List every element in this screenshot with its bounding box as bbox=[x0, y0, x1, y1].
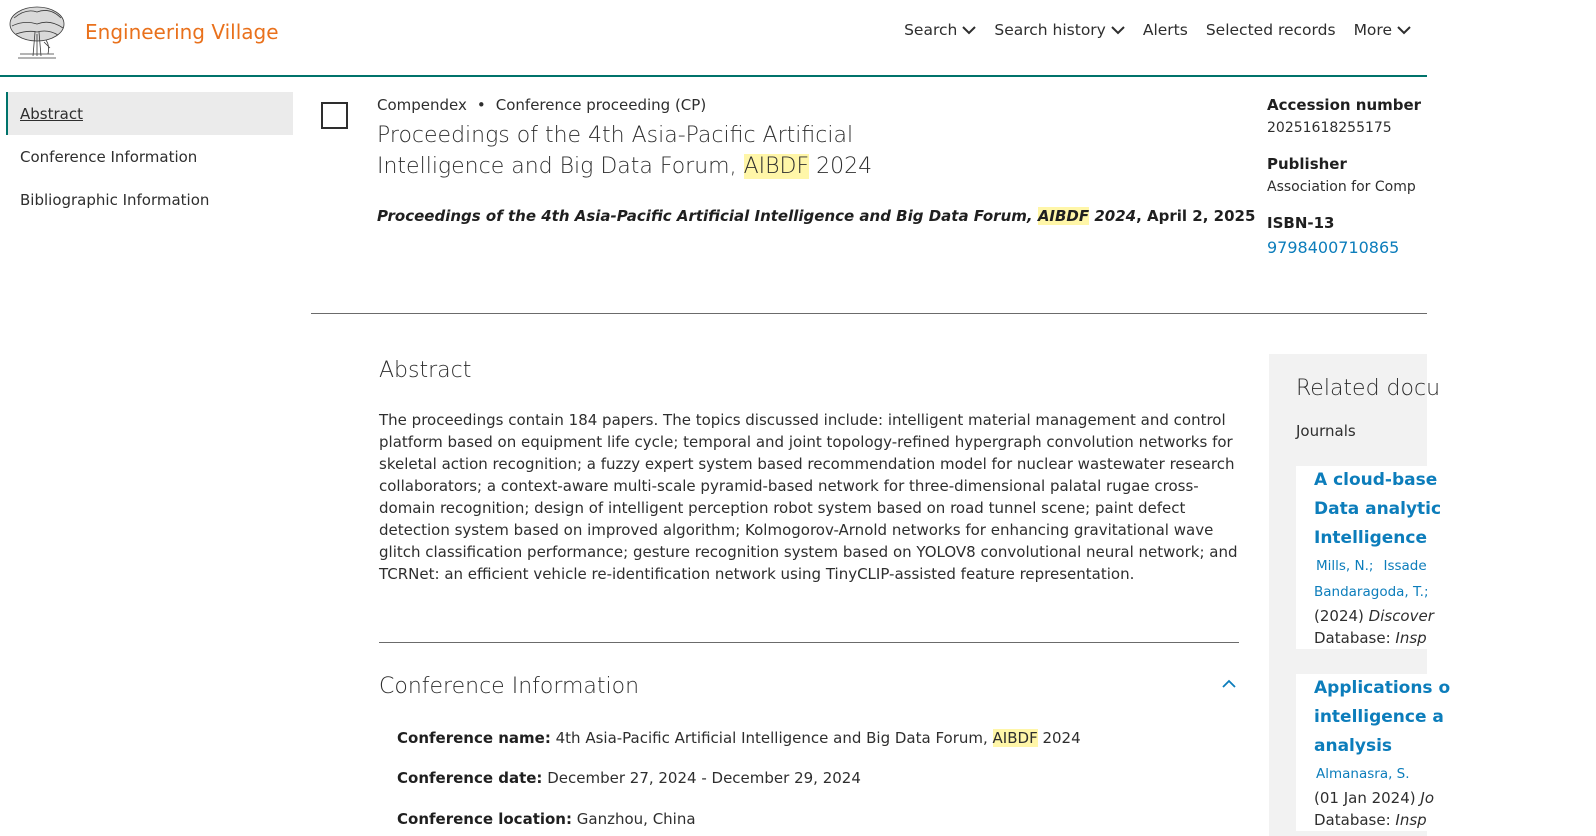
related-item-journal: Jo bbox=[1420, 789, 1435, 807]
top-header bbox=[0, 0, 1427, 77]
related-item-db-label: Database: bbox=[1314, 629, 1396, 647]
section-nav-abstract[interactable]: Abstract bbox=[6, 92, 293, 135]
conference-heading: Conference Information bbox=[379, 674, 640, 699]
conference-name-value: 4th Asia-Pacific Artificial Intelligence and Big Data Forum, bbox=[555, 729, 993, 747]
nav-search[interactable] bbox=[904, 21, 976, 39]
nav-selected-records-label: Selected records bbox=[1205, 21, 1336, 39]
nav-search-history-label: Search history bbox=[994, 21, 1106, 39]
accession-value: 20251618255175 bbox=[1267, 120, 1392, 136]
isbn-label: ISBN-13 bbox=[1267, 214, 1335, 232]
brand-name[interactable]: Engineering Village bbox=[85, 20, 279, 44]
source-highlight: AIBDF bbox=[1037, 207, 1090, 225]
conference-name-label: Conference name: bbox=[397, 729, 551, 747]
publisher-value: Association for Comp bbox=[1267, 179, 1416, 195]
nav-selected-records[interactable] bbox=[1206, 21, 1336, 39]
related-item-title-line[interactable]: Intelligence bbox=[1314, 528, 1427, 548]
isbn-link[interactable]: 9798400710865 bbox=[1267, 238, 1400, 257]
related-item-authors bbox=[1296, 553, 1596, 579]
related-item-db-label: Database: bbox=[1314, 811, 1396, 829]
separator-dot: • bbox=[476, 96, 486, 114]
conference-name-row bbox=[397, 729, 1081, 747]
chevron-down-icon bbox=[1111, 25, 1125, 35]
title-highlight: AIBDF bbox=[743, 154, 810, 179]
abstract-text: The proceedings contain 184 papers. The topics discussed include: intelligent material management and control platform based on equipment life cycle; temporal and joint topology-refined hypergraph convolution networks for skeletal action recognition; a fuzzy expert system based recommendation model for nuclear wastewater research collaborators; a context-aware multi-scale pyramid-based network for three-dimensional palatal rugae cross-domain recognition; design of intelligent perception robot system based on road tunnel scene; paint defect detection system based on improved algorithm; Kolmogorov-Arnold networks for enhancing gravitational wave glitch classification performance; gesture recognition system based on YOLOV8 convolutional neural network; and TCRNet: an efficient vehicle re-identification network using TinyCLIP-assisted feature representation. bbox=[379, 411, 1238, 583]
conference-date-label: Conference date: bbox=[397, 769, 543, 787]
section-nav-conference-information[interactable]: Conference Information bbox=[20, 147, 198, 166]
abstract-heading: Abstract bbox=[379, 358, 472, 383]
related-documents-panel bbox=[1269, 354, 1451, 836]
related-item-year: (01 Jan 2024) bbox=[1314, 789, 1421, 807]
related-item-authors bbox=[1296, 579, 1596, 605]
doc-type-label: Conference proceeding (CP) bbox=[495, 96, 707, 114]
source-title-end: 2024 bbox=[1089, 207, 1137, 225]
database-label: Compendex bbox=[377, 96, 467, 114]
conference-location-value: Ganzhou, China bbox=[576, 810, 696, 828]
chevron-down-icon bbox=[962, 25, 976, 35]
document-title bbox=[377, 120, 897, 182]
related-subheading: Journals bbox=[1296, 422, 1356, 440]
accession-label: Accession number bbox=[1267, 96, 1422, 114]
related-item-year: (2024) bbox=[1314, 607, 1369, 625]
record-details bbox=[1267, 96, 1427, 257]
nav-more-label: More bbox=[1353, 21, 1392, 39]
related-item-title-line[interactable]: Applications o bbox=[1314, 678, 1451, 698]
related-item-title-line[interactable]: analysis bbox=[1314, 736, 1393, 756]
conference-location-row bbox=[397, 810, 696, 828]
elsevier-tree-logo-icon[interactable] bbox=[6, 4, 68, 60]
section-nav-bibliographic-information[interactable]: Bibliographic Information bbox=[20, 190, 210, 209]
conference-date-row bbox=[397, 769, 861, 787]
chevron-down-icon bbox=[1397, 25, 1411, 35]
related-item bbox=[1296, 674, 1596, 831]
nav-search-history[interactable] bbox=[994, 21, 1125, 39]
nav-search-label: Search bbox=[904, 21, 958, 39]
title-text-end: 2024 bbox=[809, 154, 873, 179]
divider bbox=[379, 642, 1239, 643]
conference-date-value: December 27, 2024 - December 29, 2024 bbox=[547, 769, 861, 787]
nav-more[interactable] bbox=[1354, 21, 1411, 39]
divider bbox=[311, 313, 1427, 314]
author-link[interactable]: Almanasra, S. bbox=[1316, 766, 1410, 782]
related-item-authors bbox=[1296, 761, 1596, 787]
related-item-journal: Discover bbox=[1368, 607, 1434, 625]
related-item-source bbox=[1296, 605, 1596, 627]
conference-name-end: 2024 bbox=[1037, 729, 1081, 747]
chevron-up-icon[interactable] bbox=[1221, 678, 1237, 690]
author-link[interactable]: Issade bbox=[1383, 558, 1427, 574]
nav-alerts-label: Alerts bbox=[1142, 21, 1188, 39]
source-line bbox=[377, 207, 1255, 225]
main-nav bbox=[904, 21, 1411, 39]
source-title: Proceedings of the 4th Asia-Pacific Artificial Intelligence and Big Data Forum, bbox=[377, 207, 1038, 225]
conference-name-highlight: AIBDF bbox=[992, 729, 1038, 747]
related-item-title-line[interactable]: A cloud-base bbox=[1314, 470, 1438, 490]
related-item-title-line[interactable]: intelligence a bbox=[1314, 707, 1444, 727]
title-text: Proceedings of the 4th Asia-Pacific Artificial Intelligence and Big Data Forum, bbox=[377, 123, 854, 179]
related-item-title-line[interactable]: Data analytic bbox=[1314, 499, 1442, 519]
related-item bbox=[1296, 466, 1596, 649]
author-link[interactable]: Mills, N.; bbox=[1316, 558, 1374, 574]
publisher-label: Publisher bbox=[1267, 155, 1347, 173]
source-date: , April 2, 2025 bbox=[1136, 207, 1256, 225]
section-nav bbox=[6, 92, 293, 221]
related-item-database bbox=[1296, 627, 1596, 649]
nav-alerts[interactable] bbox=[1143, 21, 1188, 39]
author-link[interactable]: Bandaragoda, T.; bbox=[1314, 584, 1429, 600]
related-item-source bbox=[1296, 787, 1596, 809]
related-heading: Related docu bbox=[1296, 376, 1441, 401]
related-item-db-value: Insp bbox=[1395, 629, 1427, 647]
related-item-db-value: Insp bbox=[1395, 811, 1427, 829]
conference-location-label: Conference location: bbox=[397, 810, 572, 828]
select-record-checkbox[interactable] bbox=[321, 102, 348, 129]
related-item-database bbox=[1296, 809, 1596, 831]
record-meta-line bbox=[377, 96, 706, 114]
